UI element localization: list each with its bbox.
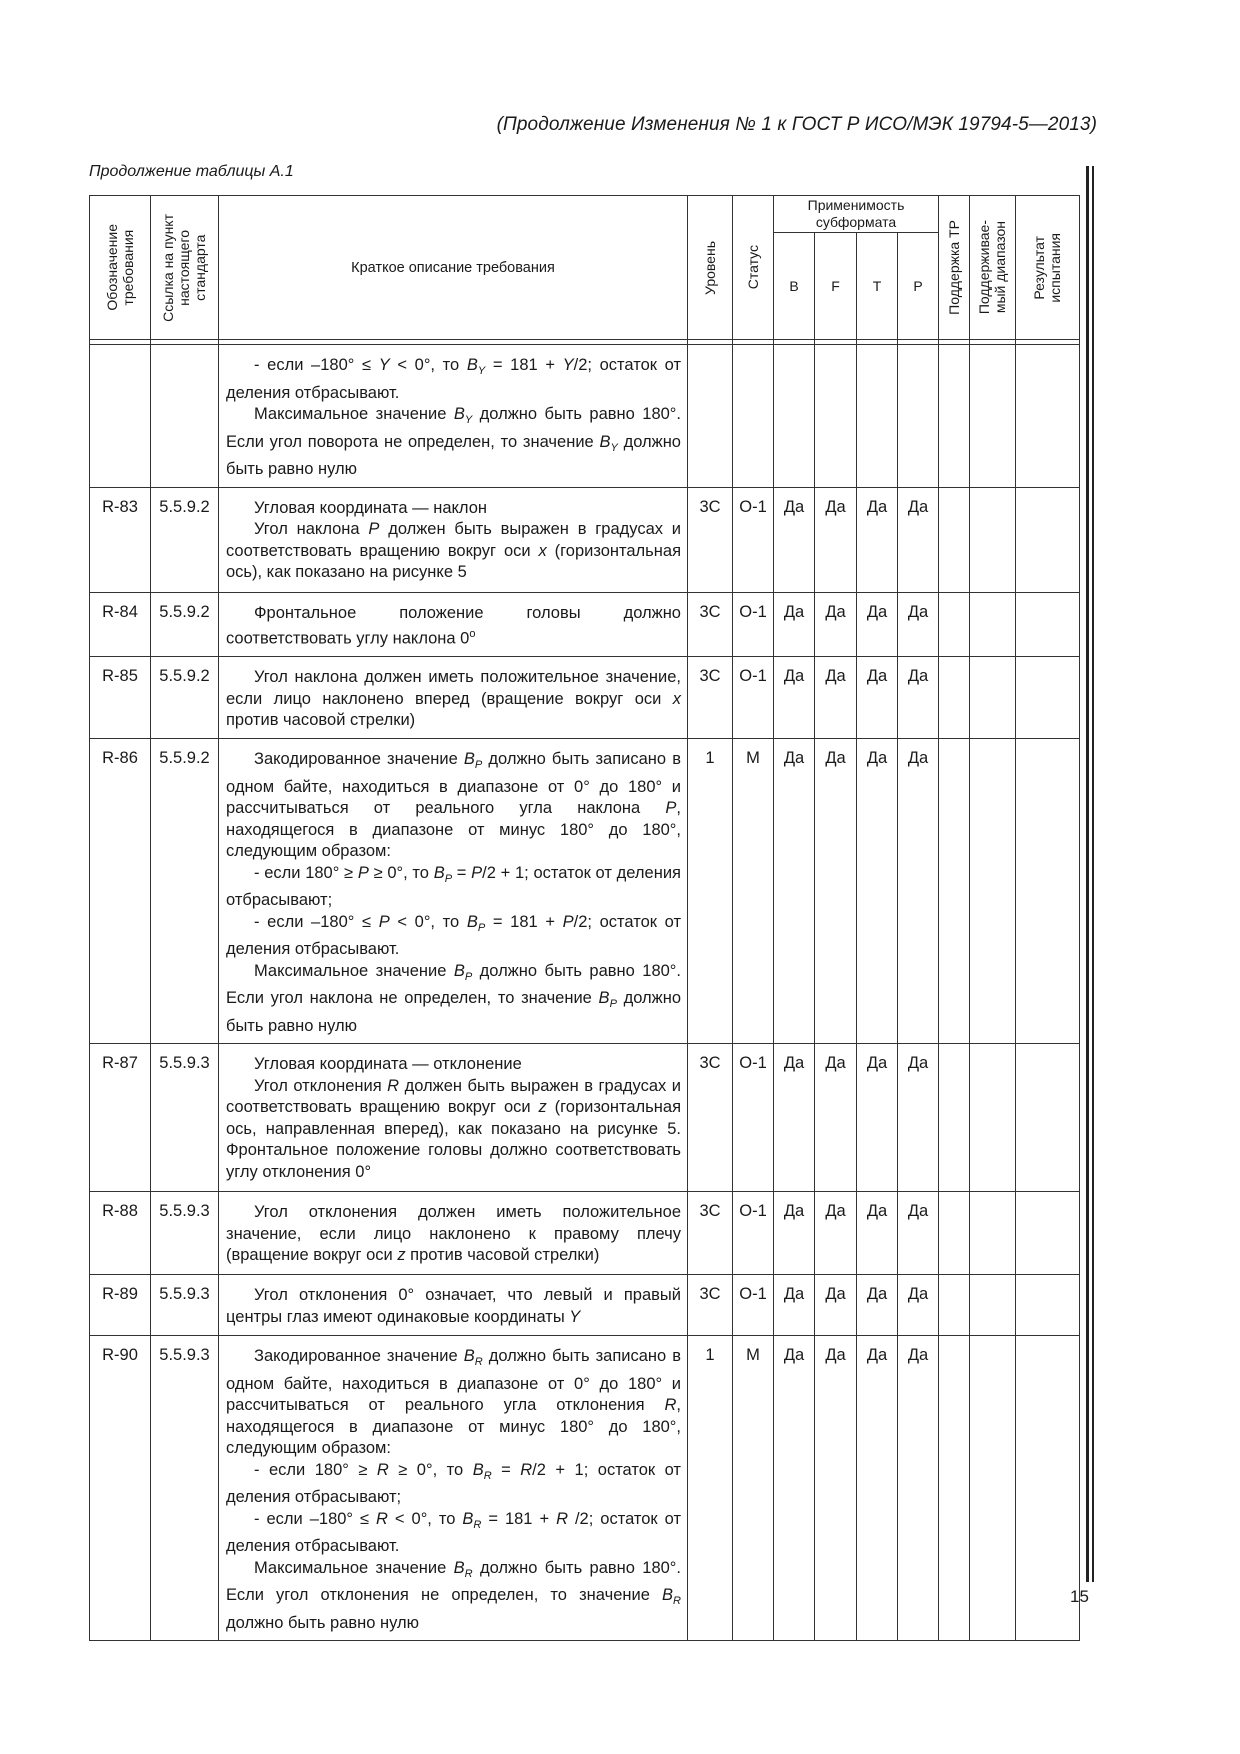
col-header-sub-p: P: [898, 233, 939, 340]
table-cell: [939, 345, 970, 488]
level-value: 3C: [688, 487, 733, 592]
col-header-designation: Обозначение требования: [90, 196, 151, 340]
table-cell: Да: [857, 1336, 898, 1641]
requirement-description: Фронтальное положение головы должно соответствовать углу наклона 0$^o$: [219, 592, 688, 657]
table-cell: Да: [815, 1336, 857, 1641]
table-cell: O-1: [733, 1044, 774, 1192]
table-cell: O-1: [733, 657, 774, 739]
requirement-description: Закодированное значение $B_R$ должно быть записано в одном байте, находиться в диапазоне от 0° до 180° и рассчитываться от реального угла отклонения R, находящегося в диапазоне от минус 180° до 180°, следующим образом: - если 180° ≥ R ≥ 0°, то $B_R = R/2 + 1$; остаток от деления отбрасывают; - если –180° ≤ R < 0°, то $B_R = 181 + R$ /2; остаток от деления отбрасывают. Максимальное значение $B_R$ должно быть равно 180°. Если угол отклонения не определен, то значение $B_R$ должно быть равно нулю: [219, 1336, 688, 1641]
table-cell: [1016, 1044, 1080, 1192]
table-cell: [90, 345, 151, 488]
table-cell: O-1: [733, 1275, 774, 1336]
col-header-supported-range: Поддерживае- мый диапазон: [970, 196, 1016, 340]
col-header-level: Уровень: [688, 196, 733, 340]
col-header-sub-t: T: [857, 233, 898, 340]
table-cell: [1016, 345, 1080, 488]
requirement-ref: 5.5.9.3: [151, 1336, 219, 1641]
table-cell: [815, 345, 857, 488]
requirement-description: - если –180° ≤ Y < 0°, то $B_Y = 181 + Y/2$; остаток от деления отбрасывают. Максимальное значение $B_Y$ должно быть равно 180°. Если угол поворота не определен, то значение $B_Y$ должно быть равно нулю: [219, 345, 688, 488]
table-cell: Да: [815, 657, 857, 739]
requirements-table: [89, 195, 1080, 1641]
table-row: [90, 657, 1080, 739]
table-cell: Да: [774, 1275, 815, 1336]
table-cell: Да: [774, 1192, 815, 1275]
requirement-ref: 5.5.9.2: [151, 487, 219, 592]
requirement-description: Угол отклонения 0° означает, что левый и правый центры глаз имеют одинаковые координаты Y: [219, 1275, 688, 1336]
requirement-id: R-83: [90, 487, 151, 592]
table-cell: [898, 345, 939, 488]
table-cell: [1016, 592, 1080, 657]
table-cell: [970, 487, 1016, 592]
requirement-id: R-86: [90, 739, 151, 1044]
requirement-id: R-84: [90, 592, 151, 657]
requirement-id: R-87: [90, 1044, 151, 1192]
table-row: [90, 1044, 1080, 1192]
table-row: [90, 487, 1080, 592]
requirement-ref: 5.5.9.3: [151, 1192, 219, 1275]
col-header-applicability: Применимость субформата: [774, 196, 939, 233]
table-cell: Да: [815, 487, 857, 592]
table-cell: Да: [815, 739, 857, 1044]
requirement-ref: 5.5.9.2: [151, 592, 219, 657]
change-marker-bars: [1086, 166, 1094, 1582]
table-caption: Продолжение таблицы А.1: [89, 163, 294, 180]
table-cell: [939, 487, 970, 592]
table-row: [90, 592, 1080, 657]
table-cell: [733, 345, 774, 488]
table-cell: [970, 345, 1016, 488]
table-cell: Да: [857, 487, 898, 592]
table-cell: [774, 345, 815, 488]
table-cell: [151, 345, 219, 488]
table-cell: Да: [857, 592, 898, 657]
table-cell: M: [733, 1336, 774, 1641]
requirement-id: R-85: [90, 657, 151, 739]
table-cell: 1: [688, 1336, 733, 1641]
table-cell: [970, 592, 1016, 657]
table-cell: [1016, 1275, 1080, 1336]
table-cell: 1: [688, 739, 733, 1044]
table-cell: Да: [815, 592, 857, 657]
col-header-reference: Ссылка на пункт настоящего стандарта: [151, 196, 219, 340]
table-cell: Да: [857, 1044, 898, 1192]
col-header-tr-support: Поддержка ТР: [939, 196, 970, 340]
table-row: [90, 345, 1080, 488]
table-cell: [970, 1336, 1016, 1641]
table-cell: [970, 1192, 1016, 1275]
table-cell: 3C: [688, 1044, 733, 1192]
table-cell: Да: [774, 1044, 815, 1192]
page-number: 15: [1070, 1587, 1089, 1606]
requirement-ref: 5.5.9.2: [151, 657, 219, 739]
table-cell: Да: [774, 487, 815, 592]
table-row: [90, 739, 1080, 1044]
table-cell: Да: [898, 592, 939, 657]
table-cell: O-1: [733, 1192, 774, 1275]
table-cell: Да: [898, 1336, 939, 1641]
table-cell: Да: [815, 1275, 857, 1336]
table-cell: 3C: [688, 657, 733, 739]
requirement-id: R-90: [90, 1336, 151, 1641]
col-header-description: Краткое описание требования: [219, 196, 688, 340]
requirement-description: Закодированное значение $B_P$ должно быть записано в одном байте, находиться в диапазоне от 0° до 180° и рассчитываться от реального угла наклона P, находящегося в диапазоне от минус 180° до 180°, следующим образом: - если 180° ≥ P ≥ 0°, то $B_P = P/2 + 1$; остаток от деления отбрасывают; - если –180° ≤ P < 0°, то $B_P = 181 + P/2$; остаток от деления отбрасывают. Максимальное значение $B_P$ должно быть равно 180°. Если угол наклона не определен, то значение $B_P$ должно быть равно нулю: [219, 739, 688, 1044]
table-cell: [939, 592, 970, 657]
table-cell: O-1: [733, 592, 774, 657]
requirement-description: Угловая координата — отклонение Угол отклонения R должен быть выражен в градусах и соответствовать вращению вокруг оси z (горизонтальная ось, направленная вперед), как показано на рисунке 5. Фронтальное положение головы должно соответствовать углу отклонения 0°: [219, 1044, 688, 1192]
table-cell: [970, 1044, 1016, 1192]
table-cell: Да: [857, 1275, 898, 1336]
table-cell: [939, 1336, 970, 1641]
table-cell: 3C: [688, 592, 733, 657]
col-header-status: Статус: [733, 196, 774, 340]
table-cell: Да: [857, 657, 898, 739]
requirement-id: R-88: [90, 1192, 151, 1275]
table-cell: 3C: [688, 1192, 733, 1275]
table-cell: [857, 345, 898, 488]
table-cell: Да: [857, 1192, 898, 1275]
table-cell: Да: [898, 657, 939, 739]
table-cell: Да: [774, 657, 815, 739]
table-cell: [1016, 739, 1080, 1044]
table-row: [90, 1192, 1080, 1275]
table-cell: Да: [898, 739, 939, 1044]
table-cell: [970, 1275, 1016, 1336]
requirement-ref: 5.5.9.3: [151, 1275, 219, 1336]
running-header: (Продолжение Изменения № 1 к ГОСТ Р ИСО/МЭК 19794-5—2013): [496, 114, 1097, 135]
requirement-description: Угловая координата — наклон Угол наклона P должен быть выражен в градусах и соответствовать вращению вокруг оси x (горизонтальная ось), как показано на рисунке 5: [219, 487, 688, 592]
table-cell: Да: [815, 1044, 857, 1192]
table-row: [90, 1275, 1080, 1336]
table-cell: [1016, 657, 1080, 739]
table-cell: M: [733, 739, 774, 1044]
table-cell: [970, 739, 1016, 1044]
col-header-sub-b: B: [774, 233, 815, 340]
requirement-description: Угол наклона должен иметь положительное значение, если лицо наклонено вперед (вращение вокруг оси x против часовой стрелки): [219, 657, 688, 739]
table-cell: Да: [857, 739, 898, 1044]
table-cell: [939, 1044, 970, 1192]
table-cell: [939, 739, 970, 1044]
table-cell: Да: [774, 739, 815, 1044]
col-header-sub-f: F: [815, 233, 857, 340]
table-cell: [688, 345, 733, 488]
table-cell: Да: [898, 487, 939, 592]
requirement-ref: 5.5.9.3: [151, 1044, 219, 1192]
table-cell: [1016, 487, 1080, 592]
table-cell: [939, 1192, 970, 1275]
table-cell: Да: [774, 592, 815, 657]
table-cell: Да: [898, 1192, 939, 1275]
table-cell: [970, 657, 1016, 739]
table-cell: 3C: [688, 1275, 733, 1336]
table-cell: Да: [898, 1044, 939, 1192]
requirement-description: Угол отклонения должен иметь положительное значение, если лицо наклонено к правому плечу (вращение вокруг оси z против часовой стрелки): [219, 1192, 688, 1275]
table-cell: Да: [774, 1336, 815, 1641]
table-cell: [939, 657, 970, 739]
table-cell: Да: [815, 1192, 857, 1275]
status-value: O-1: [733, 487, 774, 592]
table-cell: Да: [898, 1275, 939, 1336]
table-row: [90, 1336, 1080, 1641]
col-header-test-result: Результат испытания: [1016, 196, 1080, 340]
table-cell: [1016, 1192, 1080, 1275]
requirement-id: R-89: [90, 1275, 151, 1336]
requirement-ref: 5.5.9.2: [151, 739, 219, 1044]
table-cell: [939, 1275, 970, 1336]
